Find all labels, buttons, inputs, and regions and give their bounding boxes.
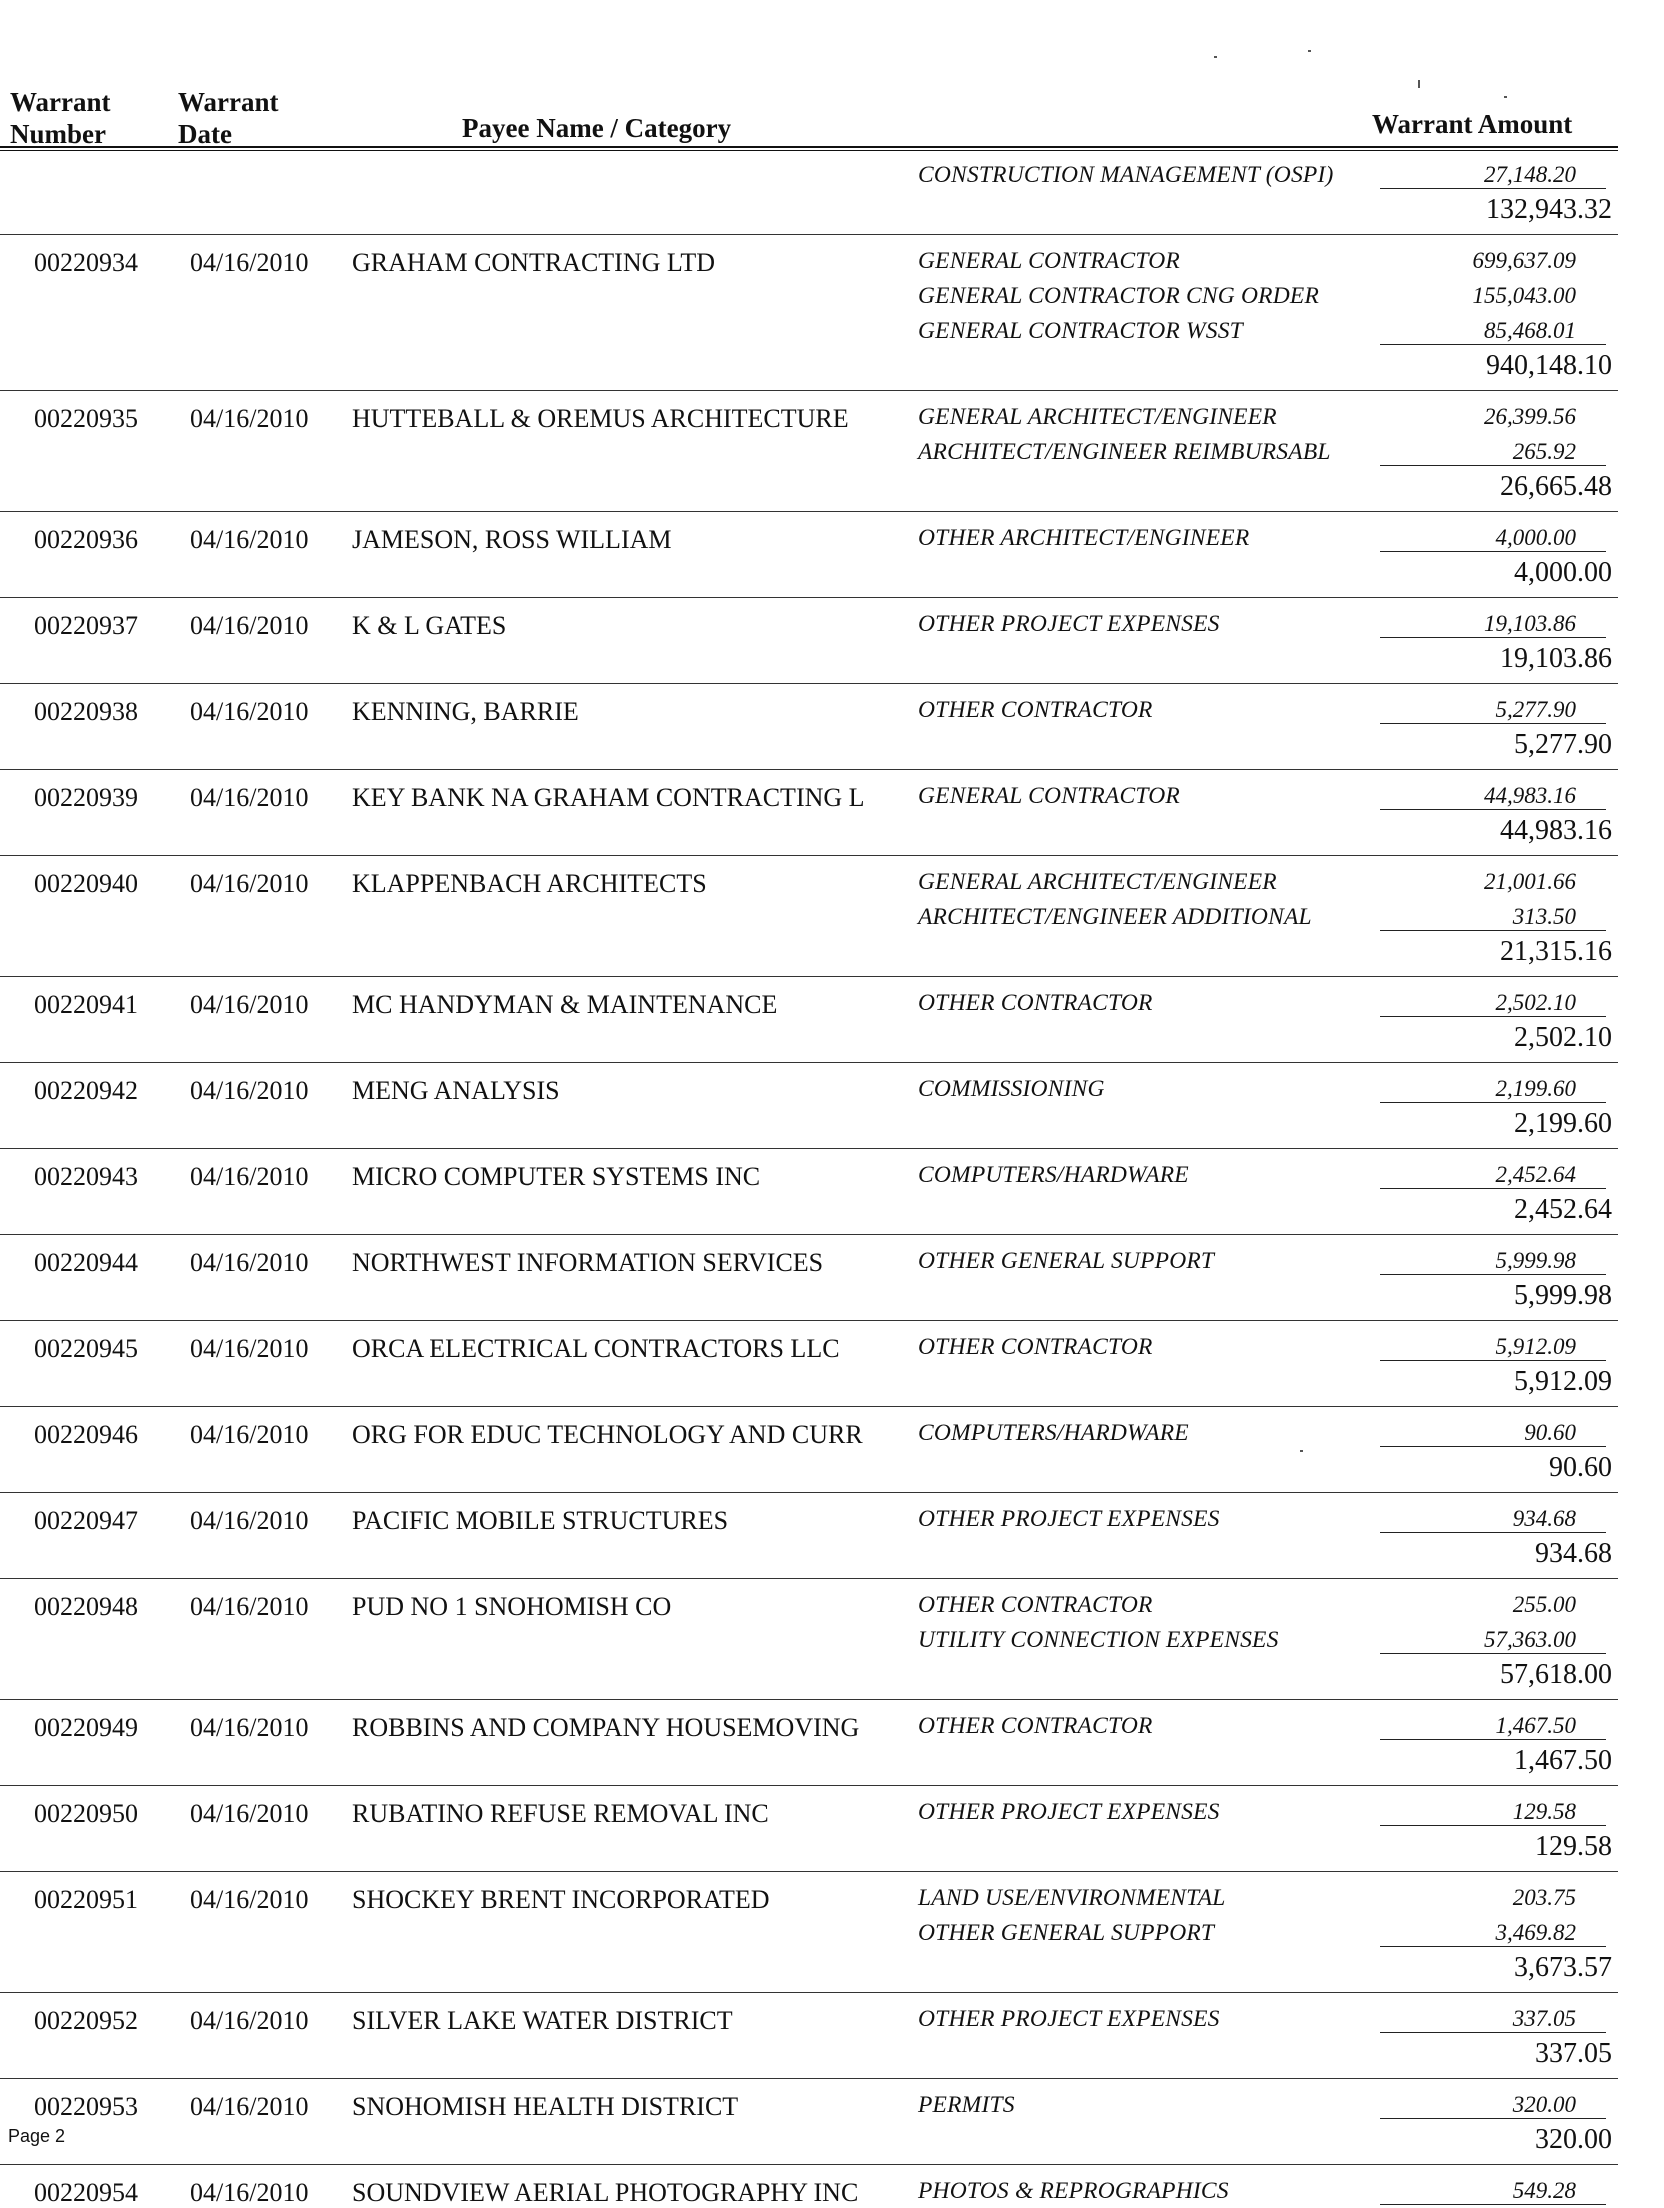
amount-underline: [1380, 2204, 1606, 2205]
warrant-date: 04/16/2010: [190, 611, 309, 640]
warrant-total: 90.60: [1549, 1452, 1612, 1483]
warrant-number: 00220937: [34, 611, 138, 640]
warrant-total: 4,000.00: [1514, 557, 1612, 588]
category-label: OTHER CONTRACTOR: [918, 990, 1153, 1016]
line-amount: 26,399.56: [1484, 404, 1576, 429]
category-label: OTHER GENERAL SUPPORT: [918, 1248, 1215, 1274]
warrant-total: 337.05: [1535, 2038, 1612, 2069]
scan-speck: [1504, 96, 1507, 98]
line-amount: 699,637.09: [1472, 248, 1576, 273]
scan-speck: [1418, 80, 1420, 88]
header-rule: [0, 146, 1618, 148]
category-label: GENERAL CONTRACTOR: [918, 248, 1180, 274]
row-separator: [0, 1148, 1618, 1149]
line-amount: 5,912.09: [1495, 1334, 1576, 1359]
payee-name: SILVER LAKE WATER DISTRICT: [352, 2006, 733, 2035]
warrant-number: 00220934: [34, 248, 138, 277]
category-label: GENERAL ARCHITECT/ENGINEER: [918, 869, 1277, 895]
warrant-number: 00220950: [34, 1799, 138, 1828]
payee-name: SOUNDVIEW AERIAL PHOTOGRAPHY INC: [352, 2178, 859, 2207]
row-separator: [0, 1992, 1618, 1993]
category-label: ARCHITECT/ENGINEER REIMBURSABL: [918, 439, 1331, 465]
warrant-number: 00220947: [34, 1506, 138, 1535]
warrant-total: 5,277.90: [1514, 729, 1612, 760]
scan-speck: [1300, 1450, 1303, 1452]
category-label: GENERAL ARCHITECT/ENGINEER: [918, 404, 1277, 430]
page-number: Page 2: [8, 2126, 66, 2146]
warrant-date: 04/16/2010: [190, 404, 309, 433]
warrant-total: 320.00: [1535, 2124, 1612, 2155]
payee-name: MENG ANALYSIS: [352, 1076, 560, 1105]
payee-name: SNOHOMISH HEALTH DISTRICT: [352, 2092, 739, 2121]
warrant-total: 21,315.16: [1500, 936, 1612, 967]
line-amount: 2,452.64: [1495, 1162, 1576, 1187]
payee-name: K & L GATES: [352, 611, 507, 640]
warrant-total: 3,673.57: [1514, 1952, 1612, 1983]
warrant-total: 2,199.60: [1514, 1108, 1612, 1139]
line-amount: 129.58: [1512, 1799, 1576, 1824]
amount-underline: [1380, 551, 1606, 552]
line-amount: 313.50: [1512, 904, 1576, 929]
warrant-number: 00220935: [34, 404, 138, 433]
payee-name: MC HANDYMAN & MAINTENANCE: [352, 990, 778, 1019]
category-label: OTHER PROJECT EXPENSES: [918, 2006, 1220, 2032]
warrant-number: 00220949: [34, 1713, 138, 1742]
warrant-number: 00220941: [34, 990, 138, 1019]
category-label: OTHER CONTRACTOR: [918, 1592, 1153, 1618]
category-label: OTHER GENERAL SUPPORT: [918, 1920, 1215, 1946]
warrant-total: 2,502.10: [1514, 1022, 1612, 1053]
amount-underline: [1380, 2032, 1606, 2033]
amount-underline: [1380, 1825, 1606, 1826]
warrant-total: 129.58: [1535, 1831, 1612, 1862]
category-label: OTHER PROJECT EXPENSES: [918, 611, 1220, 637]
category-label: LAND USE/ENVIRONMENTAL: [918, 1885, 1226, 1911]
warrant-number: 00220953: [34, 2092, 138, 2121]
carryover-total: 132,943.32: [1486, 194, 1612, 225]
warrant-number: 00220945: [34, 1334, 138, 1363]
amount-underline: [1380, 1016, 1606, 1017]
row-separator: [0, 1785, 1618, 1786]
amount-underline: [1380, 1188, 1606, 1189]
row-separator: [0, 1699, 1618, 1700]
row-separator: [0, 1578, 1618, 1579]
warrant-date: 04/16/2010: [190, 783, 309, 812]
warrant-number: 00220939: [34, 783, 138, 812]
warrant-number: 00220942: [34, 1076, 138, 1105]
warrant-total: 5,999.98: [1514, 1280, 1612, 1311]
payee-name: KENNING, BARRIE: [352, 697, 579, 726]
amount-underline: [1380, 809, 1606, 810]
line-amount: 2,502.10: [1495, 990, 1576, 1015]
warrant-number: 00220952: [34, 2006, 138, 2035]
category-label: COMPUTERS/HARDWARE: [918, 1420, 1189, 1446]
category-label: GENERAL CONTRACTOR CNG ORDER: [918, 283, 1320, 309]
row-separator: [0, 234, 1618, 235]
warrant-total: 1,467.50: [1514, 1745, 1612, 1776]
header-warrant-amount: Warrant Amount: [1372, 109, 1573, 139]
header-warrant-date: Warrant Date: [178, 87, 279, 149]
warrant-number: 00220954: [34, 2178, 138, 2207]
line-amount: 4,000.00: [1495, 525, 1576, 550]
amount-underline: [1380, 1739, 1606, 1740]
warrant-date: 04/16/2010: [190, 1248, 309, 1277]
payee-name: JAMESON, ROSS WILLIAM: [352, 525, 672, 554]
warrant-total: 44,983.16: [1500, 815, 1612, 846]
warrant-total: 57,618.00: [1500, 1659, 1612, 1690]
carryover-line-amount: 27,148.20: [1484, 162, 1576, 187]
category-label: OTHER ARCHITECT/ENGINEER: [918, 525, 1250, 551]
row-separator: [0, 769, 1618, 770]
row-separator: [0, 1492, 1618, 1493]
payee-name: ORCA ELECTRICAL CONTRACTORS LLC: [352, 1334, 840, 1363]
warrant-date: 04/16/2010: [190, 248, 309, 277]
row-separator: [0, 2078, 1618, 2079]
warrant-date: 04/16/2010: [190, 1799, 309, 1828]
warrant-total: 26,665.48: [1500, 471, 1612, 502]
row-separator: [0, 597, 1618, 598]
warrant-number: 00220951: [34, 1885, 138, 1914]
line-amount: 265.92: [1512, 439, 1576, 464]
warrant-number: 00220944: [34, 1248, 138, 1277]
amount-underline: [1380, 465, 1606, 466]
warrant-date: 04/16/2010: [190, 1885, 309, 1914]
amount-underline: [1380, 723, 1606, 724]
row-separator: [0, 976, 1618, 977]
category-label: ARCHITECT/ENGINEER ADDITIONAL: [918, 904, 1312, 930]
warrant-number: 00220943: [34, 1162, 138, 1191]
row-separator: [0, 855, 1618, 856]
line-amount: 5,277.90: [1495, 697, 1576, 722]
warrant-date: 04/16/2010: [190, 1420, 309, 1449]
payee-name: KEY BANK NA GRAHAM CONTRACTING L: [352, 783, 865, 812]
payee-name: HUTTEBALL & OREMUS ARCHITECTURE: [352, 404, 849, 433]
amount-underline: [1380, 344, 1606, 345]
warrant-date: 04/16/2010: [190, 525, 309, 554]
amount-underline: [1380, 930, 1606, 931]
warrant-date: 04/16/2010: [190, 2092, 309, 2121]
warrant-date: 04/16/2010: [190, 1506, 309, 1535]
payee-name: KLAPPENBACH ARCHITECTS: [352, 869, 707, 898]
header-rule-lower: [0, 150, 1618, 151]
warrant-date: 04/16/2010: [190, 1713, 309, 1742]
payee-name: NORTHWEST INFORMATION SERVICES: [352, 1248, 824, 1277]
category-label: GENERAL CONTRACTOR: [918, 783, 1180, 809]
header-payee-category: Payee Name / Category: [462, 113, 732, 143]
carryover-category: CONSTRUCTION MANAGEMENT (OSPI): [918, 162, 1334, 188]
line-amount: 44,983.16: [1484, 783, 1576, 808]
category-label: PERMITS: [918, 2092, 1015, 2118]
amount-underline: [1380, 1102, 1606, 1103]
payee-name: PUD NO 1 SNOHOMISH CO: [352, 1592, 672, 1621]
category-label: PHOTOS & REPROGRAPHICS: [918, 2178, 1229, 2204]
category-label: COMMISSIONING: [918, 1076, 1105, 1102]
category-label: OTHER PROJECT EXPENSES: [918, 1506, 1220, 1532]
scan-speck: [1214, 56, 1217, 58]
line-amount: 85,468.01: [1484, 318, 1576, 343]
category-label: COMPUTERS/HARDWARE: [918, 1162, 1189, 1188]
warrant-total: 940,148.10: [1486, 350, 1612, 381]
warrant-date: 04/16/2010: [190, 2006, 309, 2035]
payee-name: PACIFIC MOBILE STRUCTURES: [352, 1506, 729, 1535]
warrant-number: 00220948: [34, 1592, 138, 1621]
category-label: GENERAL CONTRACTOR WSST: [918, 318, 1243, 344]
row-separator: [0, 2164, 1618, 2165]
warrant-date: 04/16/2010: [190, 990, 309, 1019]
amount-underline: [1380, 1274, 1606, 1275]
line-amount: 2,199.60: [1495, 1076, 1576, 1101]
warrant-total: 19,103.86: [1500, 643, 1612, 674]
warrant-date: 04/16/2010: [190, 869, 309, 898]
category-label: OTHER CONTRACTOR: [918, 1334, 1153, 1360]
row-separator: [0, 1406, 1618, 1407]
payee-name: GRAHAM CONTRACTING LTD: [352, 248, 716, 277]
warrant-date: 04/16/2010: [190, 1334, 309, 1363]
amount-underline: [1380, 1532, 1606, 1533]
amount-underline: [1380, 1360, 1606, 1361]
line-amount: 5,999.98: [1495, 1248, 1576, 1273]
row-separator: [0, 1234, 1618, 1235]
line-amount: 320.00: [1512, 2092, 1576, 2117]
amount-underline: [1380, 637, 1606, 638]
amount-underline: [1380, 1446, 1606, 1447]
category-label: OTHER CONTRACTOR: [918, 1713, 1153, 1739]
category-label: OTHER PROJECT EXPENSES: [918, 1799, 1220, 1825]
warrant-number: 00220936: [34, 525, 138, 554]
payee-name: SHOCKEY BRENT INCORPORATED: [352, 1885, 770, 1914]
amount-underline: [1380, 1653, 1606, 1654]
row-separator: [0, 1871, 1618, 1872]
header-warrant-number: Warrant Number: [10, 87, 111, 149]
row-separator: [0, 1320, 1618, 1321]
row-separator: [0, 390, 1618, 391]
row-separator: [0, 1062, 1618, 1063]
warrant-date: 04/16/2010: [190, 697, 309, 726]
warrant-date: 04/16/2010: [190, 1592, 309, 1621]
line-amount: 21,001.66: [1484, 869, 1576, 894]
line-amount: 3,469.82: [1495, 1920, 1576, 1945]
warrant-date: 04/16/2010: [190, 1076, 309, 1105]
payee-name: MICRO COMPUTER SYSTEMS INC: [352, 1162, 761, 1191]
category-label: OTHER CONTRACTOR: [918, 697, 1153, 723]
payee-name: ORG FOR EDUC TECHNOLOGY AND CURR: [352, 1420, 863, 1449]
line-amount: 1,467.50: [1495, 1713, 1576, 1738]
warrant-number: 00220946: [34, 1420, 138, 1449]
line-amount: 934.68: [1512, 1506, 1576, 1531]
row-separator: [0, 511, 1618, 512]
carryover-amount-underline: [1380, 188, 1606, 189]
line-amount: 337.05: [1512, 2006, 1576, 2031]
line-amount: 203.75: [1512, 1885, 1576, 1910]
line-amount: 549.28: [1512, 2178, 1576, 2203]
warrant-total: 2,452.64: [1514, 1194, 1612, 1225]
row-separator: [0, 683, 1618, 684]
warrant-date: 04/16/2010: [190, 1162, 309, 1191]
warrant-date: 04/16/2010: [190, 2178, 309, 2207]
warrant-total: 934.68: [1535, 1538, 1612, 1569]
amount-underline: [1380, 1946, 1606, 1947]
category-label: UTILITY CONNECTION EXPENSES: [918, 1627, 1279, 1653]
line-amount: 57,363.00: [1484, 1627, 1576, 1652]
line-amount: 155,043.00: [1472, 283, 1576, 308]
warrant-number: 00220940: [34, 869, 138, 898]
line-amount: 255.00: [1512, 1592, 1576, 1617]
scan-speck: [1308, 50, 1311, 52]
payee-name: RUBATINO REFUSE REMOVAL INC: [352, 1799, 769, 1828]
amount-underline: [1380, 2118, 1606, 2119]
warrant-total: 5,912.09: [1514, 1366, 1612, 1397]
warrant-number: 00220938: [34, 697, 138, 726]
line-amount: 90.60: [1524, 1420, 1576, 1445]
payee-name: ROBBINS AND COMPANY HOUSEMOVING: [352, 1713, 860, 1742]
line-amount: 19,103.86: [1484, 611, 1576, 636]
